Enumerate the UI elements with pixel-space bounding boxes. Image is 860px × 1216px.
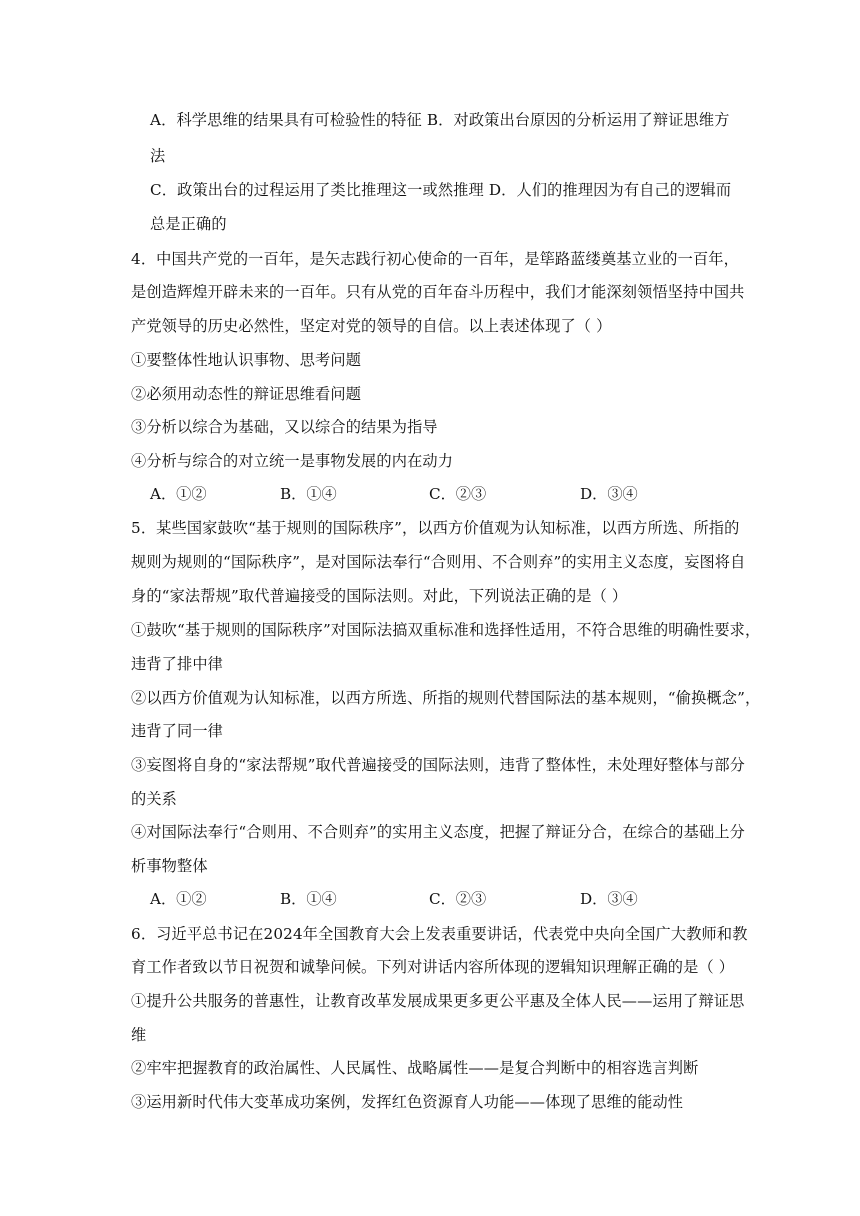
q5-option-a: A．①②	[150, 890, 207, 908]
q4-stem-line: 是创造辉煌开辟未来的一百年。只有从党的百年奋斗历程中，我们才能深刻领悟坚持中国共	[131, 283, 745, 301]
q5-option-c: C．②③	[429, 890, 487, 908]
q6-stem-line: 育工作者致以节日祝贺和诚挚问候。下列对讲话内容所体现的逻辑知识理解正确的是（ ）	[131, 958, 735, 976]
q5-item-cont: 违背了同一律	[131, 722, 224, 740]
q4-option-d: D．③④	[580, 485, 638, 503]
q5-item: ③妄图将自身的“家法帮规”取代普遍接受的国际法则，违背了整体性，未处理好整体与部分	[131, 756, 745, 774]
q5-item-cont: 的关系	[131, 790, 178, 808]
q5-item-cont: 违背了排中律	[131, 655, 224, 673]
q4-stem-line: 产党领导的历史必然性，坚定对党的领导的自信。以上表述体现了（ ）	[131, 317, 612, 335]
q4-item: ③分析以综合为基础，又以综合的结果为指导	[131, 418, 438, 436]
q6-stem-line: 6．习近平总书记在2024年全国教育大会上发表重要讲话，代表党中央向全国广大教师和教	[131, 925, 748, 943]
q3-options-cd: C．政策出台的过程运用了类比推理这一或然推理 D．人们的推理因为有自己的逻辑而	[150, 181, 732, 199]
q6-item: ③运用新时代伟大变革成功案例，发挥红色资源育人功能——体现了思维的能动性	[131, 1093, 684, 1111]
q5-item: ④对国际法奉行“合则用、不合则弃”的实用主义态度，把握了辩证分合，在综合的基础上分	[131, 823, 745, 841]
q6-item: ①提升公共服务的普惠性，让教育改革发展成果更多更公平惠及全体人民——运用了辩证思	[131, 992, 745, 1010]
q5-stem-line: 规则为规则的“国际秩序”，是对国际法奉行“合则用、不合则弃”的实用主义态度，妄图将自	[131, 553, 746, 571]
q5-stem-line: 身的“家法帮规”取代普遍接受的国际法则。对此，下列说法正确的是（ ）	[131, 587, 628, 605]
q5-item: ②以西方价值观为认知标准，以西方所选、所指的规则代替国际法的基本规则，“偷换概念”，	[131, 689, 761, 707]
q3-options-cd-cont: 总是正确的	[150, 215, 227, 233]
q4-item: ②必须用动态性的辩证思维看问题	[131, 385, 362, 403]
q4-item: ①要整体性地认识事物、思考问题	[131, 351, 362, 369]
q5-option-d: D．③④	[580, 890, 638, 908]
q5-item: ①鼓吹“基于规则的国际秩序”对国际法搞双重标准和选择性适用，不符合思维的明确性要求，	[131, 621, 761, 639]
q5-item-cont: 析事物整体	[131, 857, 208, 875]
q4-option-a: A．①②	[150, 485, 207, 503]
q3-options-ab-cont: 法	[150, 147, 166, 165]
q4-stem-line: 4．中国共产党的一百年，是矢志践行初心使命的一百年，是筚路蓝缕奠基立业的一百年，	[131, 250, 739, 268]
q5-option-b: B．①④	[280, 890, 337, 908]
q6-item-cont: 维	[131, 1026, 147, 1044]
q5-stem-line: 5．某些国家鼓吹“基于规则的国际秩序”，以西方价值观为认知标准，以西方所选、所指的	[131, 519, 740, 537]
q3-options-ab: A．科学思维的结果具有可检验性的特征 B．对政策出台原因的分析运用了辩证思维方	[150, 111, 730, 129]
q4-option-c: C．②③	[429, 485, 487, 503]
q4-item: ④分析与综合的对立统一是事物发展的内在动力	[131, 452, 454, 470]
q6-item: ②牢牢把握教育的政治属性、人民属性、战略属性——是复合判断中的相容选言判断	[131, 1059, 699, 1077]
q4-option-b: B．①④	[280, 485, 337, 503]
